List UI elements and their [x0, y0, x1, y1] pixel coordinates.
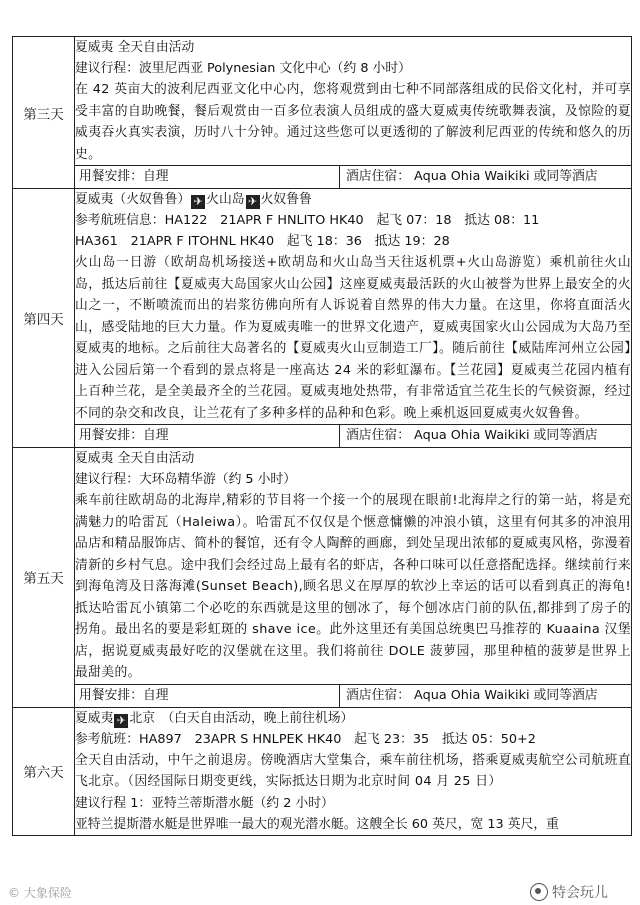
hotel-arrangement: 酒店住宿： Aqua Ohia Waikiki 或同等酒店 — [346, 169, 598, 184]
footer — [0, 880, 640, 905]
day-row — [13, 37, 632, 166]
plane-icon: ✈ — [191, 195, 205, 209]
flight-info: HA361 21APR F ITOHNL HK40 起飞 18：36 抵达 19：28 — [75, 234, 450, 249]
meal-arrangement: 用餐安排：自理 — [75, 166, 340, 188]
meal-hotel-row — [13, 166, 632, 189]
day-label: 第三天 — [13, 37, 75, 189]
route-note: （白天自由活动，晚上前往机场） — [167, 710, 354, 726]
suggested-route: 建议行程：大环岛精华游（约 5 小时） — [75, 472, 297, 487]
itinerary-table — [12, 36, 632, 836]
route-stop: 火山岛 — [206, 192, 245, 207]
meal-hotel-row — [13, 425, 632, 448]
watermark-right — [530, 882, 608, 902]
route-stop: 火奴鲁鲁 — [260, 192, 312, 207]
day-content — [75, 707, 632, 835]
watermark-right-text: 特会玩儿 — [552, 885, 608, 901]
day-title: 夏威夷 全天自由活动 — [75, 40, 195, 55]
day-row — [13, 448, 632, 685]
hotel-arrangement: 酒店住宿： Aqua Ohia Waikiki 或同等酒店 — [346, 687, 598, 703]
day-content — [75, 448, 632, 685]
hotel-arrangement: 酒店住宿： Aqua Ohia Waikiki 或同等酒店 — [346, 428, 598, 443]
day-content — [75, 37, 632, 166]
day-row — [13, 707, 632, 835]
meal-hotel-row — [13, 684, 632, 707]
day-label: 第四天 — [13, 189, 75, 448]
day-row — [13, 189, 632, 425]
day-description-continued: 亚特兰提斯潜水艇是世界唯一最大的观光潜水艇。这艘全长 60 英尺，宽 13 英尺，重 — [75, 816, 559, 832]
day-content — [75, 189, 632, 425]
meal-arrangement: 用餐安排：自理 — [75, 425, 340, 447]
suggested-route: 建议行程：波里尼西亚 Polynesian 文化中心（约 8 小时） — [75, 61, 411, 76]
meal-arrangement: 用餐安排：自理 — [75, 685, 340, 707]
day-description: 火山岛一日游（欧胡岛机场接送+欧胡岛和火山岛当天往返机票+火山岛游览）乘机前往火山岛，抵达后前往【夏威夷大岛国家火山公园】这座夏威夷最活跃的火山被誉为世界上最安全的火山之一，不断喷流而出的岩浆彷佛向所有人诉说着自然界的伟大力量。在这里，你将直面活火山，感受陆地的巨大力量。作为夏威夷唯一的世界文化遗产，夏威夷国家火山公园成为大岛乃至夏威夷的地标。之后前往大岛著名的【夏威夷火山豆制造工厂】。随后前往【威陆库河州立公园】进入公园后第一个看到的景点将是一座高达 24 米的彩虹瀑布。【兰花园】夏威夷兰花园内植有上百种兰花，是全美最齐全的兰花园。夏威夷地处热带，有非常适宜兰花生长的气候资源，经过不同的杂交和改良，让兰花有了多种多样的品种和色彩。晚上乘机返回夏威夷火奴鲁鲁。 — [75, 255, 631, 421]
day-description: 乘车前往欧胡岛的北海岸,精彩的节目将一个接一个的展现在眼前!北海岸之行的第一站，将是充满魅力的哈雷瓦（Haleiwa）。哈雷瓦不仅仅是个惬意慵懒的冲浪小镇，这里有何其多的冲浪用品店和精品服饰店、简朴的餐馆，还有令人陶醉的画廊，到处呈现出浓郁的夏威夷风格，弥漫着清新的乡村气息。途中我们会经过岛上最有名的虾店，各种口味可以任意搭配选择。继续前行来到海龟湾及日落海滩(Sunset Beach),顾名思义在厚厚的软沙上幸运的话可以看到真正的海龟!抵达哈雷瓦小镇第二个必吃的东西就是这里的刨冰了，每个刨冰店门前的队伍,都排到了房子的拐角。最出名的要是彩虹斑的 shave ice。此外这里还有美国总统奥巴马推荐的 Kuaaina 汉堡店，据说夏威夷最好吃的汉堡就在这里。我们将前往 DOLE 菠萝园，那里种植的菠萝是世界上最甜美的。 — [75, 493, 631, 680]
day-label: 第五天 — [13, 448, 75, 708]
watermark-left: © 大象保险 — [8, 886, 72, 900]
day-title: 夏威夷 全天自由活动 — [75, 451, 195, 466]
flight-info: 参考航班信息：HA122 21APR F HNLITO HK40 起飞 07：18 抵达 08：11 — [75, 213, 540, 228]
plane-icon: ✈ — [246, 195, 260, 209]
day-description: 在 42 英亩大的波利尼西亚文化中心内，您将观赏到由七种不同部落组成的民俗文化村，并可享受丰富的自助晚餐，餐后观赏由一百多位表演人员组成的盛大夏威夷传统歌舞表演，及惊险的夏威夷吞火真实表演，历时八十分钟。通过这些您可以更透彻的了解波利尼西亚的传统和悠久的历史。 — [75, 82, 631, 162]
route-stop: 夏威夷 — [75, 710, 114, 726]
suggested-route: 建议行程 1：亚特兰蒂斯潜水艇（约 2 小时） — [75, 795, 334, 811]
day-route — [75, 708, 631, 729]
day-description: 全天自由活动，中午之前退房。傍晚酒店大堂集合，乘车前往机场，搭乘夏威夷航空公司航班直飞北京。（因经国际日期变更线，实际抵达日期为北京时间 04 月 25 日） — [75, 752, 631, 789]
day-label: 第六天 — [13, 707, 75, 835]
wechat-account-icon — [530, 883, 548, 901]
route-stop: 夏威夷（火奴鲁鲁） — [75, 192, 191, 207]
route-stop: 北京 — [129, 710, 155, 726]
plane-icon: ✈ — [114, 714, 128, 728]
day-route — [75, 189, 631, 210]
flight-info: 参考航班：HA897 23APR S HNLPEK HK40 起飞 23：35 抵达 05：50+2 — [75, 731, 536, 747]
